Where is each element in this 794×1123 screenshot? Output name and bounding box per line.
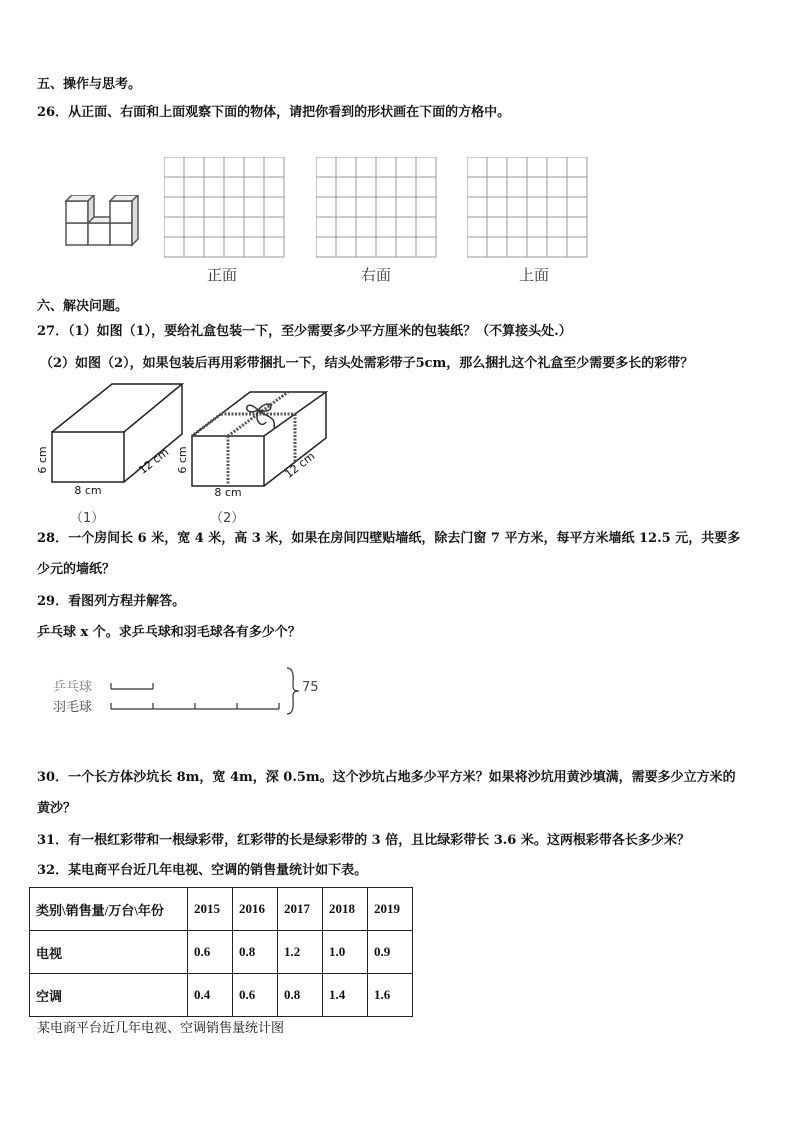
- table-cell: 0.8: [278, 974, 323, 1017]
- table-cell: 1.4: [323, 974, 368, 1017]
- line-segment-diagram: [105, 664, 325, 718]
- sales-table: [29, 887, 413, 1017]
- front-view-label: 正面: [207, 266, 238, 284]
- fig2-height-label: 6 cm: [176, 446, 189, 474]
- fig2-width-label: 8 cm: [214, 486, 242, 499]
- question-30-line2: 黄沙？: [37, 801, 77, 816]
- fig1-width-label: 8 cm: [74, 484, 102, 497]
- table-cell: 0.6: [233, 974, 278, 1017]
- fig1-length-label: 12 cm: [136, 445, 172, 477]
- table-cell: 1.2: [278, 931, 323, 974]
- fig2-length-label: 12 cm: [282, 449, 318, 481]
- gift-box-figure-1: [34, 380, 184, 505]
- question-27-line2: （2）如图（2），如果包装后再用彩带捆扎一下，结头处需彩带子5cm，那么捆扎这个礼盒至少需要多长的彩带？: [40, 356, 694, 371]
- question-27-line1: 27．（1）如图（1），要给礼盒包装一下，至少需要多少平方厘米的包装纸？（不算接头处.）: [37, 324, 572, 339]
- table-header-cell: 类别\销售量/万台\年份: [30, 888, 188, 931]
- pingpong-label: 乒乓球: [53, 680, 93, 695]
- front-view-grid[interactable]: [164, 157, 288, 261]
- table-header-row: [30, 888, 413, 931]
- question-30-line1: 30．一个长方体沙坑长 8m，宽 4m，深 0.5m。这个沙坑占地多少平方米？如果将沙坑用黄沙填满，需要多少立方米的: [37, 770, 736, 785]
- question-28-line2: 少元的墙纸？: [37, 562, 116, 577]
- right-view-grid[interactable]: [316, 157, 440, 261]
- table-row: [30, 974, 413, 1017]
- question-31-text: 31．有一根红彩带和一根绿彩带，红彩带的长是绿彩带的 3 倍，且比绿彩带长 3.6 米。这两根彩带各长多少米？: [37, 833, 690, 848]
- question-28-line1: 28．一个房间长 6 米，宽 4 米，高 3 米，如果在房间四壁贴墙纸，除去门窗 7 平方米，每平方米墙纸 12.5 元，共要多: [37, 531, 741, 546]
- question-26-text: 26．从正面、右面和上面观察下面的物体，请把你看到的形状画在下面的方格中。: [37, 105, 511, 120]
- table-header-cell: 2015: [188, 888, 233, 931]
- section-6-title: 六、解决问题。: [37, 299, 129, 314]
- fig1-caption: （1）: [70, 511, 105, 526]
- cube-stack-figure: [64, 195, 144, 247]
- gift-box-figure-2: [174, 388, 334, 506]
- table-cell: 0.6: [188, 931, 233, 974]
- total-label: 75: [302, 680, 319, 695]
- chart-title: 某电商平台近几年电视、空调销售量统计图: [37, 1021, 285, 1036]
- table-cell: 空调: [30, 974, 188, 1017]
- fig1-height-label: 6 cm: [36, 446, 49, 474]
- table-cell: 1.0: [323, 931, 368, 974]
- table-cell: 电视: [30, 931, 188, 974]
- table-header-cell: 2018: [323, 888, 368, 931]
- table-cell: 1.6: [368, 974, 413, 1017]
- question-32-text: 32．某电商平台近几年电视、空调的销售量统计如下表。: [37, 863, 368, 878]
- table-header-cell: 2016: [233, 888, 278, 931]
- top-view-grid[interactable]: [467, 157, 591, 261]
- table-header-cell: 2017: [278, 888, 323, 931]
- table-cell: 0.9: [368, 931, 413, 974]
- question-29-subtext: 乒乓球 x 个。求乒乓球和羽毛球各有多少个？: [37, 625, 301, 640]
- top-view-label: 上面: [519, 266, 550, 284]
- fig2-caption: （2）: [210, 511, 245, 526]
- badminton-label: 羽毛球: [53, 700, 93, 715]
- section-5-title: 五、操作与思考。: [37, 77, 142, 92]
- table-header-cell: 2019: [368, 888, 413, 931]
- right-view-label: 右面: [361, 266, 392, 284]
- table-cell: 0.4: [188, 974, 233, 1017]
- question-29-text: 29．看图列方程并解答。: [37, 594, 186, 609]
- table-row: [30, 931, 413, 974]
- table-cell: 0.8: [233, 931, 278, 974]
